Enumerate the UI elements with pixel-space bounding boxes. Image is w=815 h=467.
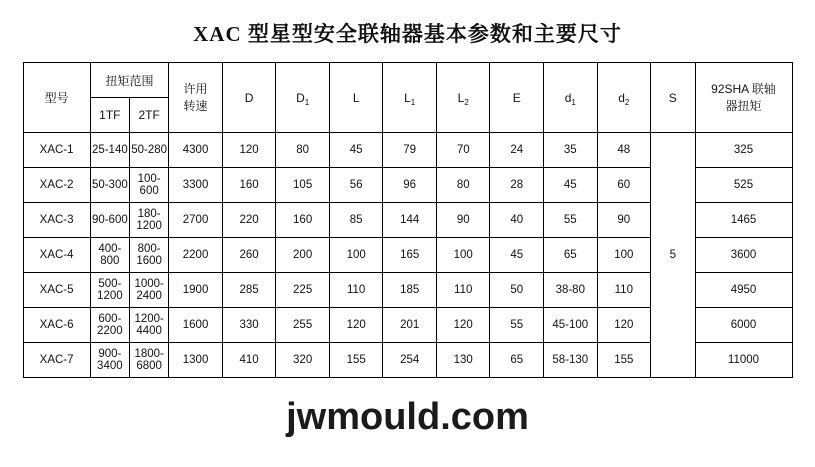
cell-E: 45 [490, 238, 544, 273]
cell-d2: 100 [597, 238, 651, 273]
header-d2: $d_2$ [597, 63, 651, 133]
cell-2tf: 180-1200 [130, 203, 169, 238]
cell-d1: 45 [544, 168, 598, 203]
cell-D1: 225 [276, 273, 330, 308]
cell-L1: 79 [383, 133, 437, 168]
cell-L: 110 [329, 273, 383, 308]
cell-sha-torque: 525 [695, 168, 792, 203]
cell-2tf: 100-600 [130, 168, 169, 203]
cell-D1: 255 [276, 308, 330, 343]
cell-sha-torque: 325 [695, 133, 792, 168]
cell-model: XAC-5 [23, 273, 90, 308]
cell-d2: 60 [597, 168, 651, 203]
cell-L2: 80 [436, 168, 490, 203]
header-sha-torque: 92SHA 联轴 器扭矩 [695, 63, 792, 133]
cell-sha-torque: 1465 [695, 203, 792, 238]
coupling-spec-table [23, 62, 793, 378]
cell-E: 24 [490, 133, 544, 168]
cell-L2: 90 [436, 203, 490, 238]
cell-speed: 1900 [169, 273, 223, 308]
cell-1tf: 25-140 [90, 133, 129, 168]
header-L: L [329, 63, 383, 133]
cell-model: XAC-2 [23, 168, 90, 203]
cell-L: 100 [329, 238, 383, 273]
cell-1tf: 500-1200 [90, 273, 129, 308]
cell-L: 120 [329, 308, 383, 343]
cell-E: 55 [490, 308, 544, 343]
cell-E: 28 [490, 168, 544, 203]
cell-D: 160 [222, 168, 276, 203]
cell-L1: 254 [383, 343, 437, 378]
cell-sha-torque: 6000 [695, 308, 792, 343]
cell-model: XAC-4 [23, 238, 90, 273]
cell-model: XAC-6 [23, 308, 90, 343]
cell-d2: 155 [597, 343, 651, 378]
cell-2tf: 1800-6800 [130, 343, 169, 378]
header-L1: $L_1$ [383, 63, 437, 133]
cell-D: 260 [222, 238, 276, 273]
cell-D: 220 [222, 203, 276, 238]
table-row [23, 133, 792, 168]
cell-d1: 55 [544, 203, 598, 238]
cell-1tf: 90-600 [90, 203, 129, 238]
cell-d1: 45-100 [544, 308, 598, 343]
cell-D1: 160 [276, 203, 330, 238]
cell-speed: 1600 [169, 308, 223, 343]
header-d1: $d_1$ [544, 63, 598, 133]
cell-speed: 2200 [169, 238, 223, 273]
cell-L: 45 [329, 133, 383, 168]
cell-d1: 35 [544, 133, 598, 168]
cell-L: 85 [329, 203, 383, 238]
watermark-text: jwmould.com [286, 396, 529, 438]
cell-D: 120 [222, 133, 276, 168]
cell-E: 65 [490, 343, 544, 378]
cell-L2: 100 [436, 238, 490, 273]
page-title: XAC 型星型安全联轴器基本参数和主要尺寸 [193, 22, 622, 46]
cell-model: XAC-7 [23, 343, 90, 378]
cell-model: XAC-3 [23, 203, 90, 238]
spec-table-container [23, 62, 793, 378]
cell-L1: 201 [383, 308, 437, 343]
header-allowable-speed: 许用 转速 [169, 63, 223, 133]
cell-1tf: 400-800 [90, 238, 129, 273]
cell-sha-torque: 4950 [695, 273, 792, 308]
cell-D1: 80 [276, 133, 330, 168]
cell-D: 330 [222, 308, 276, 343]
cell-2tf: 50-280 [130, 133, 169, 168]
cell-sha-torque: 3600 [695, 238, 792, 273]
cell-L1: 144 [383, 203, 437, 238]
cell-d1: 38-80 [544, 273, 598, 308]
cell-E: 50 [490, 273, 544, 308]
cell-speed: 3300 [169, 168, 223, 203]
cell-d2: 90 [597, 203, 651, 238]
table-header [23, 63, 792, 133]
cell-L: 56 [329, 168, 383, 203]
cell-d2: 110 [597, 273, 651, 308]
cell-speed: 4300 [169, 133, 223, 168]
cell-1tf: 50-300 [90, 168, 129, 203]
cell-d1: 65 [544, 238, 598, 273]
cell-speed: 1300 [169, 343, 223, 378]
cell-L2: 130 [436, 343, 490, 378]
cell-model: XAC-1 [23, 133, 90, 168]
header-torque-range: 扭矩范围 [90, 63, 169, 98]
cell-D: 285 [222, 273, 276, 308]
header-E: E [490, 63, 544, 133]
cell-L: 155 [329, 343, 383, 378]
cell-D1: 105 [276, 168, 330, 203]
header-D1: $D_1$ [276, 63, 330, 133]
cell-D1: 200 [276, 238, 330, 273]
cell-L1: 185 [383, 273, 437, 308]
cell-L1: 96 [383, 168, 437, 203]
header-D: D [222, 63, 276, 133]
cell-E: 40 [490, 203, 544, 238]
cell-2tf: 1200-4400 [130, 308, 169, 343]
cell-1tf: 900-3400 [90, 343, 129, 378]
header-L2: $L_2$ [436, 63, 490, 133]
cell-d2: 48 [597, 133, 651, 168]
header-2tf: 2TF [130, 98, 169, 133]
cell-D1: 320 [276, 343, 330, 378]
cell-D: 410 [222, 343, 276, 378]
header-S: S [651, 63, 695, 133]
cell-1tf: 600-2200 [90, 308, 129, 343]
cell-S: 5 [651, 133, 695, 378]
table-body [23, 133, 792, 378]
cell-L2: 70 [436, 133, 490, 168]
cell-L2: 110 [436, 273, 490, 308]
cell-speed: 2700 [169, 203, 223, 238]
cell-d2: 120 [597, 308, 651, 343]
cell-sha-torque: 11000 [695, 343, 792, 378]
cell-2tf: 800-1600 [130, 238, 169, 273]
cell-2tf: 1000-2400 [130, 273, 169, 308]
header-model: 型号 [23, 63, 90, 133]
header-1tf: 1TF [90, 98, 129, 133]
cell-L1: 165 [383, 238, 437, 273]
header-row-1 [23, 63, 792, 98]
cell-d1: 58-130 [544, 343, 598, 378]
cell-L2: 120 [436, 308, 490, 343]
